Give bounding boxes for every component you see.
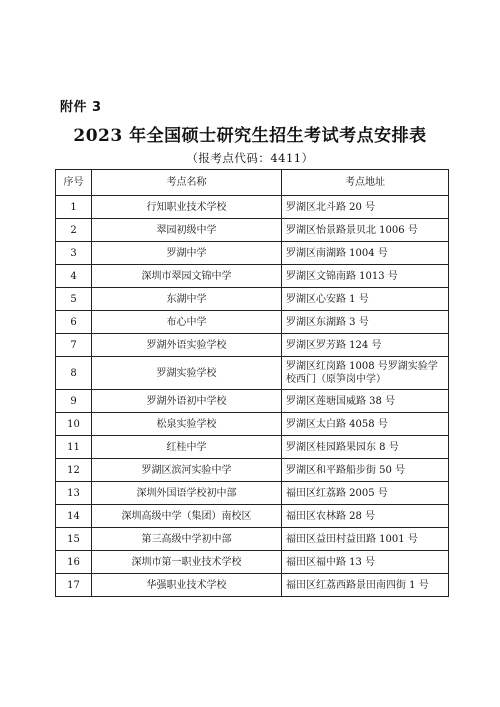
table-row [56,528,449,551]
row-no: 11 [56,436,92,459]
site-address: 罗湖区和平路船步街 50 号 [282,459,449,482]
site-name: 东湖中学 [92,288,282,311]
site-name: 红桂中学 [92,436,282,459]
table-row [56,482,449,505]
header-no: 序号 [56,170,92,196]
row-no: 14 [56,505,92,528]
table-row [56,288,449,311]
row-no: 13 [56,482,92,505]
site-name: 第三高级中学初中部 [92,528,282,551]
site-name: 布心中学 [92,311,282,334]
site-name: 华强职业技术学校 [92,574,282,597]
table-body [56,196,449,597]
site-address: 罗湖区太白路 4058 号 [282,413,449,436]
document-subtitle: （报考点代码：4411） [186,151,314,165]
table-row [56,390,449,413]
header-site-name: 考点名称 [92,170,282,196]
site-address: 罗湖区怡景路景贝北 1006 号 [282,219,449,242]
site-address: 罗湖区莲塘国威路 38 号 [282,390,449,413]
site-address: 福田区农林路 28 号 [282,505,449,528]
row-no: 2 [56,219,92,242]
table-row [56,413,449,436]
table-header-row [56,170,449,196]
site-name: 罗湖区滨河实验中学 [92,459,282,482]
row-no: 1 [56,196,92,219]
row-no: 5 [56,288,92,311]
site-address: 罗湖区心安路 1 号 [282,288,449,311]
table-row [56,334,449,357]
site-name: 深圳市翠园文锦中学 [92,265,282,288]
row-no: 3 [56,242,92,265]
site-name: 松泉实验学校 [92,413,282,436]
site-address: 罗湖区红岗路 1008 号罗湖实验学校西门（原笋岗中学） [282,357,449,390]
table-row [56,196,449,219]
site-address: 福田区福中路 13 号 [282,551,449,574]
table-row [56,265,449,288]
site-name: 罗湖外语实验学校 [92,334,282,357]
site-name: 行知职业技术学校 [92,196,282,219]
site-address: 罗湖区北斗路 20 号 [282,196,449,219]
table-row [56,574,449,597]
site-name: 罗湖外语初中学校 [92,390,282,413]
site-name: 罗湖实验学校 [92,357,282,390]
site-address: 罗湖区南湖路 1004 号 [282,242,449,265]
site-address: 罗湖区罗芳路 124 号 [282,334,449,357]
row-no: 7 [56,334,92,357]
site-name: 翠园初级中学 [92,219,282,242]
site-address: 福田区益田村益田路 1001 号 [282,528,449,551]
annex-label: 附件 3 [60,100,102,115]
site-address: 罗湖区桂园路果园东 8 号 [282,436,449,459]
site-name: 深圳市第一职业技术学校 [92,551,282,574]
table-row [56,219,449,242]
row-no: 17 [56,574,92,597]
table-row [56,551,449,574]
table-row [56,242,449,265]
site-name: 深圳外国语学校初中部 [92,482,282,505]
site-address: 罗湖区东湖路 3 号 [282,311,449,334]
table-row [56,357,449,390]
row-no: 16 [56,551,92,574]
row-no: 6 [56,311,92,334]
site-address: 福田区红荔路 2005 号 [282,482,449,505]
site-address: 罗湖区文锦南路 1013 号 [282,265,449,288]
table-row [56,436,449,459]
table-row [56,459,449,482]
row-no: 10 [56,413,92,436]
row-no: 15 [56,528,92,551]
exam-site-table [55,169,449,597]
table-row [56,311,449,334]
site-name: 罗湖中学 [92,242,282,265]
site-name: 深圳高级中学（集团）南校区 [92,505,282,528]
row-no: 4 [56,265,92,288]
row-no: 8 [56,357,92,390]
header-site-address: 考点地址 [282,170,449,196]
table-row [56,505,449,528]
site-address: 福田区红荔西路景田南四街 1 号 [282,574,449,597]
row-no: 12 [56,459,92,482]
row-no: 9 [56,390,92,413]
document-title: 2023 年全国硕士研究生招生考试考点安排表 [73,126,427,146]
